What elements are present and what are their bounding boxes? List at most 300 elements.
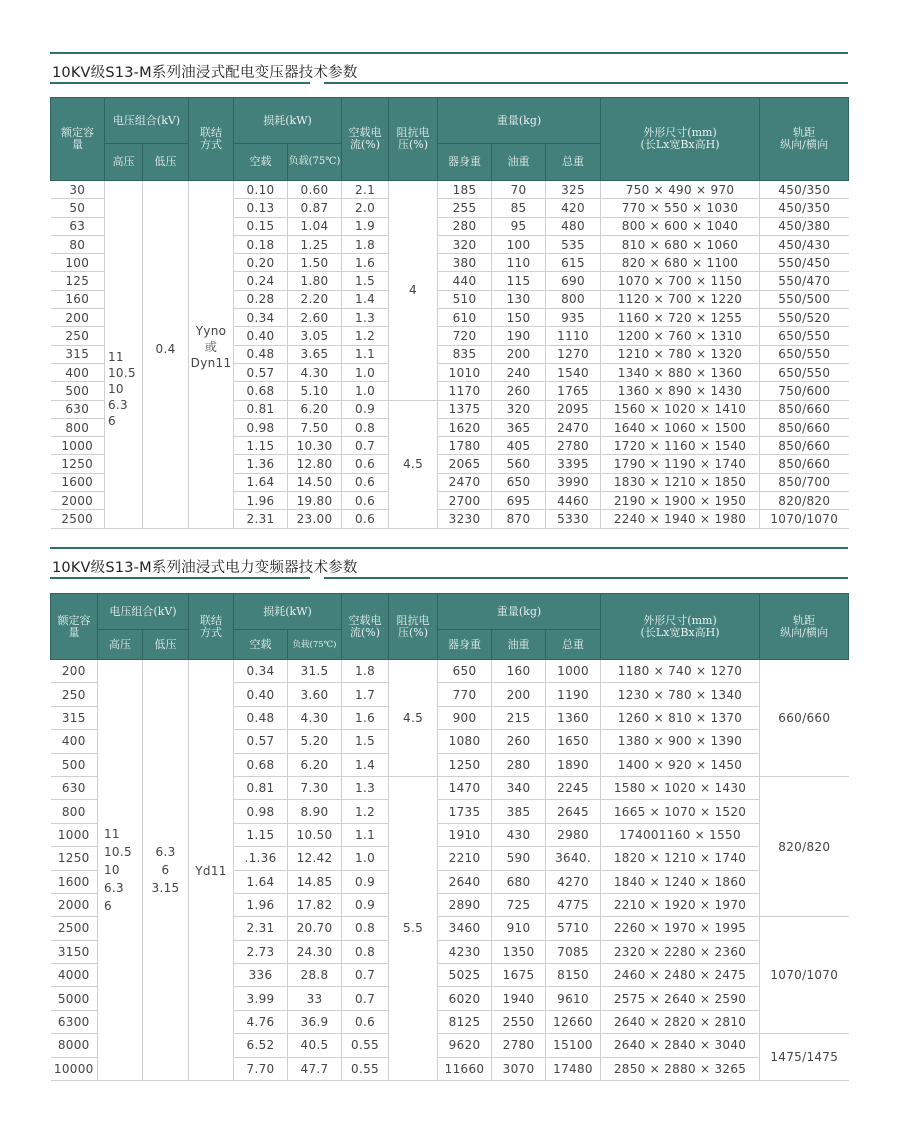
cell-oil-weight: 115 [492,272,546,290]
header-lv: 低压 [143,630,189,660]
cell-body-weight: 1170 [438,382,492,400]
cell-no-load-current: 1.5 [342,272,389,290]
cell-capacity: 125 [51,272,105,290]
merged-cell-line: 6.3 [108,398,128,413]
cell-oil-weight: 1350 [492,940,546,963]
cell-load-loss: 6.20 [288,753,342,776]
cell-no-load-current: 1.9 [342,217,389,235]
cell-capacity: 2500 [51,510,105,528]
cell-body-weight: 320 [438,235,492,253]
header-voltage-group: 电压组合(kV) [105,98,189,144]
cell-load-loss: 7.30 [288,776,342,799]
cell-total-weight: 8150 [546,964,601,987]
cell-total-weight: 1360 [546,706,601,729]
header-weight: 重量(kg) [438,98,601,144]
header-oil-weight: 油重 [492,630,546,660]
cell-no-load-current: 1.6 [342,254,389,272]
cell-load-loss: 6.20 [288,400,342,418]
cell-no-load-current: 0.7 [342,987,389,1010]
header-no-load-current: 空载电流(%) [342,98,389,181]
title-rule-bottom-right [324,82,848,84]
header-oil-weight: 油重 [492,144,546,181]
cell-dimensions: 1120 × 700 × 1220 [601,290,760,308]
header-total-weight: 总重 [546,630,601,660]
cell-dimensions: 1380 × 900 × 1390 [601,730,760,753]
cell-load-loss: 3.05 [288,327,342,345]
cell-dimensions: 750 × 490 × 970 [601,181,760,199]
cell-no-load-current: 0.7 [342,964,389,987]
cell-capacity: 2000 [51,893,98,916]
cell-load-loss: 5.10 [288,382,342,400]
cell-dimensions: 2190 × 1900 × 1950 [601,492,760,510]
cell-total-weight: 690 [546,272,601,290]
cell-capacity: 100 [51,254,105,272]
cell-no-load-current: 1.0 [342,847,389,870]
title-rule-bottom-left [50,82,310,84]
header-capacity: 额定容量 [51,594,98,660]
cell-body-weight: 720 [438,327,492,345]
cell-dimensions: 1360 × 890 × 1430 [601,382,760,400]
cell-oil-weight: 2780 [492,1034,546,1057]
cell-no-load-current: 1.3 [342,309,389,327]
cell-no-load-current: 0.55 [342,1034,389,1057]
cell-dimensions: 1560 × 1020 × 1410 [601,400,760,418]
cell-load-loss: 0.87 [288,199,342,217]
merged-cell-line: 6 [161,863,170,877]
cell-load-loss: 3.60 [288,683,342,706]
cell-no-load-current: 0.6 [342,1010,389,1033]
cell-dimensions: 2460 × 2480 × 2475 [601,964,760,987]
cell-no-load-current: 1.8 [342,660,389,683]
merged-cell-line: Dyn11 [190,356,232,370]
cell-oil-weight: 1675 [492,964,546,987]
cell-load-loss: 1.04 [288,217,342,235]
cell-no-load-loss: .1.36 [234,847,288,870]
cell-oil-weight: 405 [492,437,546,455]
cell-no-load-loss: 0.57 [234,363,288,381]
cell-no-load-current: 1.4 [342,290,389,308]
cell-dimensions: 2640 × 2820 × 2810 [601,1010,760,1033]
header-no-load-current: 空载电流(%) [342,594,389,660]
spec-table-frequency [50,593,849,1081]
cell-dimensions: 1640 × 1060 × 1500 [601,418,760,436]
cell-impedance: 5.5 [389,776,438,1080]
cell-body-weight: 610 [438,309,492,327]
cell-body-weight: 510 [438,290,492,308]
cell-no-load-current: 1.4 [342,753,389,776]
cell-no-load-current: 0.55 [342,1057,389,1080]
cell-total-weight: 1540 [546,363,601,381]
cell-no-load-loss: 336 [234,964,288,987]
cell-no-load-loss: 0.18 [234,235,288,253]
cell-load-loss: 23.00 [288,510,342,528]
header-dimensions-label: 外形尺寸(mm) [643,126,717,139]
cell-no-load-loss: 1.64 [234,473,288,491]
cell-capacity: 315 [51,345,105,363]
cell-no-load-current: 1.0 [342,382,389,400]
cell-gauge: 850/660 [760,455,849,473]
cell-total-weight: 1110 [546,327,601,345]
cell-total-weight: 4270 [546,870,601,893]
cell-no-load-current: 0.6 [342,492,389,510]
cell-total-weight: 2980 [546,823,601,846]
header-body-weight: 器身重 [438,630,492,660]
cell-no-load-current: 1.2 [342,800,389,823]
cell-no-load-current: 1.5 [342,730,389,753]
merged-cell-line: 10 [104,863,120,877]
cell-total-weight: 1270 [546,345,601,363]
cell-oil-weight: 2550 [492,1010,546,1033]
merged-cell-line: 6 [108,414,116,429]
merged-cell-line: 11 [104,827,120,841]
cell-no-load-loss: 0.34 [234,309,288,327]
cell-oil-weight: 870 [492,510,546,528]
title-rule-bottom-right [324,577,848,579]
cell-oil-weight: 85 [492,199,546,217]
section-title: 10KV级S13-M系列油浸式电力变频器技术参数 [52,560,358,576]
cell-body-weight: 1470 [438,776,492,799]
cell-load-loss: 40.5 [288,1034,342,1057]
cell-no-load-current: 0.6 [342,510,389,528]
cell-no-load-loss: 0.57 [234,730,288,753]
cell-no-load-current: 0.7 [342,437,389,455]
cell-capacity: 2000 [51,492,105,510]
cell-lv-voltage: 0.4 [143,181,189,529]
cell-capacity: 50 [51,199,105,217]
cell-gauge: 1070/1070 [760,510,849,528]
header-loss: 损耗(kW) [234,594,342,630]
cell-total-weight: 3395 [546,455,601,473]
cell-load-loss: 10.30 [288,437,342,455]
cell-gauge: 650/550 [760,363,849,381]
cell-no-load-loss: 1.15 [234,437,288,455]
cell-no-load-loss: 0.24 [234,272,288,290]
cell-oil-weight: 95 [492,217,546,235]
cell-total-weight: 3990 [546,473,601,491]
cell-load-loss: 19.80 [288,492,342,510]
cell-total-weight: 420 [546,199,601,217]
cell-oil-weight: 725 [492,893,546,916]
cell-dimensions: 1160 × 720 × 1255 [601,309,760,327]
merged-cell-line: 10.5 [108,366,136,381]
cell-no-load-current: 2.1 [342,181,389,199]
cell-body-weight: 2065 [438,455,492,473]
cell-capacity: 250 [51,683,98,706]
cell-dimensions: 2240 × 1940 × 1980 [601,510,760,528]
cell-capacity: 1000 [51,437,105,455]
cell-load-loss: 2.20 [288,290,342,308]
cell-hv-voltages [105,181,143,529]
cell-dimensions: 1580 × 1020 × 1430 [601,776,760,799]
cell-gauge: 1070/1070 [760,917,849,1034]
cell-total-weight: 12660 [546,1010,601,1033]
cell-total-weight: 17480 [546,1057,601,1080]
cell-body-weight: 440 [438,272,492,290]
cell-no-load-loss: 0.98 [234,418,288,436]
cell-total-weight: 4460 [546,492,601,510]
cell-body-weight: 3460 [438,917,492,940]
cell-load-loss: 8.90 [288,800,342,823]
cell-total-weight: 3640. [546,847,601,870]
merged-cell-line: 3.15 [151,881,180,895]
cell-dimensions: 1340 × 880 × 1360 [601,363,760,381]
cell-capacity: 1600 [51,473,105,491]
cell-no-load-loss: 2.31 [234,510,288,528]
cell-load-loss: 1.25 [288,235,342,253]
cell-total-weight: 2645 [546,800,601,823]
cell-body-weight: 1010 [438,363,492,381]
cell-gauge: 850/660 [760,418,849,436]
header-no-load: 空载 [234,144,288,181]
header-gauge-sub: 纵向/横向 [780,625,828,639]
cell-no-load-current: 0.8 [342,418,389,436]
cell-total-weight: 935 [546,309,601,327]
cell-capacity: 630 [51,400,105,418]
cell-no-load-loss: 0.48 [234,345,288,363]
cell-dimensions: 1180 × 740 × 1270 [601,660,760,683]
cell-body-weight: 1910 [438,823,492,846]
cell-capacity: 315 [51,706,98,729]
cell-no-load-loss: 4.76 [234,1010,288,1033]
cell-gauge: 650/550 [760,327,849,345]
cell-body-weight: 6020 [438,987,492,1010]
cell-body-weight: 380 [438,254,492,272]
cell-capacity: 1000 [51,823,98,846]
cell-load-loss: 28.8 [288,964,342,987]
section-title: 10KV级S13-M系列油浸式配电变压器技术参数 [52,65,358,81]
cell-oil-weight: 1940 [492,987,546,1010]
cell-oil-weight: 650 [492,473,546,491]
cell-no-load-loss: 0.98 [234,800,288,823]
cell-oil-weight: 150 [492,309,546,327]
cell-no-load-current: 2.0 [342,199,389,217]
cell-oil-weight: 260 [492,382,546,400]
cell-no-load-current: 0.9 [342,870,389,893]
cell-load-loss: 12.80 [288,455,342,473]
cell-no-load-loss: 1.15 [234,823,288,846]
cell-body-weight: 650 [438,660,492,683]
cell-gauge: 550/450 [760,254,849,272]
cell-capacity: 200 [51,309,105,327]
cell-body-weight: 8125 [438,1010,492,1033]
header-no-load: 空载 [234,630,288,660]
cell-body-weight: 1620 [438,418,492,436]
header-body-weight: 器身重 [438,144,492,181]
cell-dimensions: 2575 × 2640 × 2590 [601,987,760,1010]
cell-no-load-current: 1.0 [342,363,389,381]
cell-dimensions: 1200 × 760 × 1310 [601,327,760,345]
cell-body-weight: 2700 [438,492,492,510]
cell-capacity: 63 [51,217,105,235]
cell-dimensions: 770 × 550 × 1030 [601,199,760,217]
cell-no-load-current: 1.3 [342,776,389,799]
cell-dimensions: 1260 × 810 × 1370 [601,706,760,729]
cell-dimensions: 174001160 × 1550 [601,823,760,846]
cell-gauge: 660/660 [760,660,849,777]
cell-load-loss: 1.80 [288,272,342,290]
cell-oil-weight: 70 [492,181,546,199]
cell-body-weight: 2470 [438,473,492,491]
header-capacity: 额定容量 [51,98,105,181]
cell-gauge: 750/600 [760,382,849,400]
cell-no-load-loss: 0.81 [234,400,288,418]
cell-gauge: 450/430 [760,235,849,253]
cell-no-load-loss: 2.73 [234,940,288,963]
cell-no-load-loss: 0.68 [234,753,288,776]
title-rule-top [50,547,848,549]
cell-gauge: 850/660 [760,400,849,418]
cell-dimensions: 820 × 680 × 1100 [601,254,760,272]
cell-no-load-loss: 0.20 [234,254,288,272]
cell-oil-weight: 240 [492,363,546,381]
cell-dimensions: 800 × 600 × 1040 [601,217,760,235]
cell-body-weight: 900 [438,706,492,729]
cell-total-weight: 9610 [546,987,601,1010]
cell-capacity: 10000 [51,1057,98,1080]
header-connection: 联结方式 [189,98,234,181]
header-dimensions-sub: (长Lx宽Bx高H) [640,138,720,151]
cell-total-weight: 535 [546,235,601,253]
cell-no-load-current: 1.7 [342,683,389,706]
cell-no-load-current: 0.6 [342,473,389,491]
cell-capacity: 30 [51,181,105,199]
cell-capacity: 80 [51,235,105,253]
cell-body-weight: 1780 [438,437,492,455]
cell-body-weight: 1080 [438,730,492,753]
cell-load-loss: 33 [288,987,342,1010]
cell-no-load-current: 1.8 [342,235,389,253]
cell-gauge: 820/820 [760,776,849,916]
cell-body-weight: 770 [438,683,492,706]
cell-oil-weight: 560 [492,455,546,473]
cell-load-loss: 2.60 [288,309,342,327]
header-total-weight: 总重 [546,144,601,181]
cell-oil-weight: 680 [492,870,546,893]
cell-gauge: 820/820 [760,492,849,510]
cell-dimensions: 1210 × 780 × 1320 [601,345,760,363]
header-voltage-group: 电压组合(kV) [98,594,189,630]
title-rule-top [50,52,848,54]
cell-total-weight: 5330 [546,510,601,528]
cell-no-load-loss: 0.10 [234,181,288,199]
merged-cell-line: 或 [204,340,218,354]
cell-no-load-current: 1.6 [342,706,389,729]
cell-body-weight: 2890 [438,893,492,916]
header-lv: 低压 [143,144,189,181]
merged-cell-line: 6 [104,899,112,913]
cell-total-weight: 1190 [546,683,601,706]
cell-no-load-current: 0.6 [342,455,389,473]
table-row [51,181,849,199]
cell-capacity: 400 [51,363,105,381]
cell-body-weight: 5025 [438,964,492,987]
cell-load-loss: 20.70 [288,917,342,940]
cell-hv-voltages [98,660,143,1081]
cell-capacity: 630 [51,776,98,799]
cell-oil-weight: 590 [492,847,546,870]
cell-capacity: 160 [51,290,105,308]
cell-no-load-loss: 6.52 [234,1034,288,1057]
cell-load-loss: 7.50 [288,418,342,436]
cell-capacity: 500 [51,753,98,776]
cell-body-weight: 255 [438,199,492,217]
cell-capacity: 3150 [51,940,98,963]
cell-body-weight: 280 [438,217,492,235]
merged-cell-line: 6.3 [155,845,176,859]
cell-oil-weight: 130 [492,290,546,308]
cell-dimensions: 1720 × 1160 × 1540 [601,437,760,455]
cell-body-weight: 4230 [438,940,492,963]
cell-load-loss: 0.60 [288,181,342,199]
cell-total-weight: 1765 [546,382,601,400]
cell-body-weight: 2640 [438,870,492,893]
cell-load-loss: 10.50 [288,823,342,846]
header-dimensions [601,594,760,660]
cell-total-weight: 4775 [546,893,601,916]
spec-table-distribution [50,97,849,529]
cell-no-load-loss: 0.34 [234,660,288,683]
cell-oil-weight: 190 [492,327,546,345]
cell-lv-voltages [143,660,189,1081]
cell-oil-weight: 365 [492,418,546,436]
cell-dimensions: 1830 × 1210 × 1850 [601,473,760,491]
header-hv: 高压 [105,144,143,181]
cell-no-load-loss: 1.96 [234,492,288,510]
cell-capacity: 800 [51,800,98,823]
cell-no-load-loss: 1.36 [234,455,288,473]
cell-no-load-loss: 0.40 [234,327,288,345]
cell-dimensions: 2260 × 1970 × 1995 [601,917,760,940]
cell-total-weight: 480 [546,217,601,235]
header-dimensions-sub: (长Lx宽Bx高H) [640,625,720,639]
cell-gauge: 1475/1475 [760,1034,849,1081]
cell-no-load-loss: 2.31 [234,917,288,940]
title-rule-bottom-left [50,577,310,579]
cell-capacity: 1250 [51,455,105,473]
header-impedance: 阻抗电压(%) [389,98,438,181]
cell-oil-weight: 910 [492,917,546,940]
cell-no-load-current: 1.2 [342,327,389,345]
header-dimensions-label: 外形尺寸(mm) [643,613,717,627]
cell-body-weight: 11660 [438,1057,492,1080]
cell-total-weight: 1890 [546,753,601,776]
cell-capacity: 1600 [51,870,98,893]
cell-oil-weight: 160 [492,660,546,683]
cell-no-load-current: 0.9 [342,893,389,916]
cell-no-load-loss: 1.64 [234,870,288,893]
header-gauge-label: 轨距 [793,613,816,627]
cell-no-load-loss: 1.96 [234,893,288,916]
merged-cell-line: 11 [108,350,124,365]
cell-total-weight: 2470 [546,418,601,436]
cell-gauge: 650/550 [760,345,849,363]
cell-gauge: 450/380 [760,217,849,235]
cell-load-loss: 36.9 [288,1010,342,1033]
cell-capacity: 4000 [51,964,98,987]
cell-no-load-current: 1.1 [342,823,389,846]
cell-capacity: 500 [51,382,105,400]
cell-oil-weight: 200 [492,345,546,363]
cell-impedance: 4 [389,181,438,401]
cell-load-loss: 4.30 [288,706,342,729]
cell-connection: Yd11 [189,660,234,1081]
merged-cell-line: 10 [108,382,124,397]
cell-no-load-loss: 3.99 [234,987,288,1010]
header-weight: 重量(kg) [438,594,601,630]
cell-gauge: 550/520 [760,309,849,327]
cell-dimensions: 2320 × 2280 × 2360 [601,940,760,963]
cell-no-load-loss: 7.70 [234,1057,288,1080]
